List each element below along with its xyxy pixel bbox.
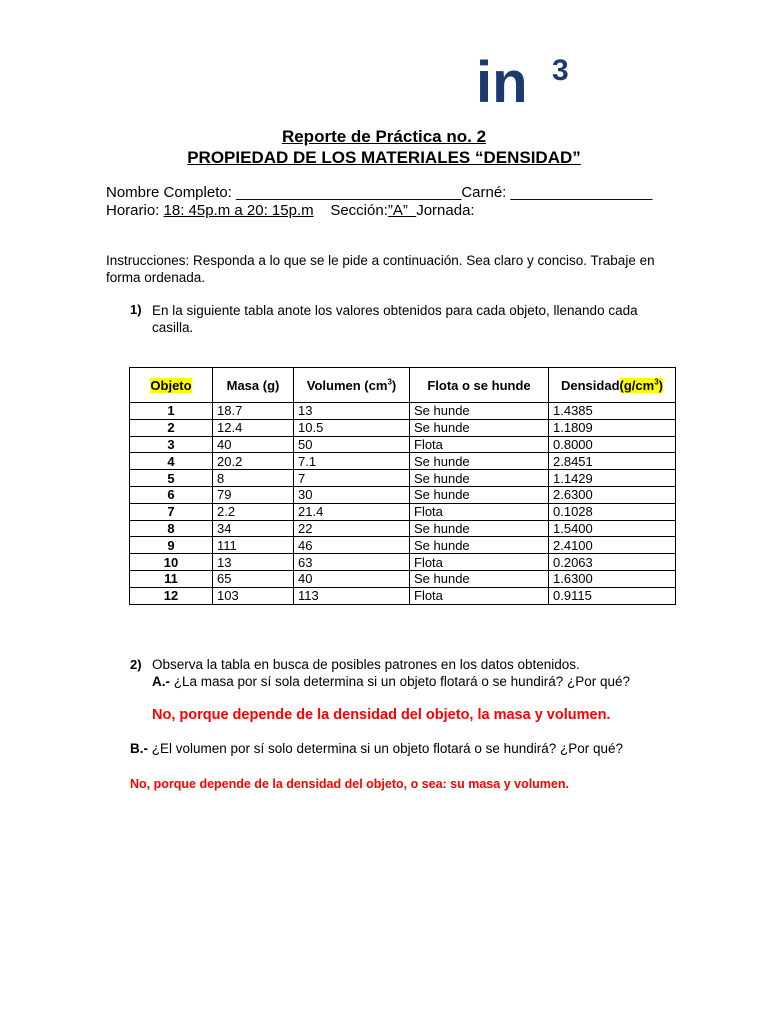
- flota-cell: Se hunde: [410, 419, 549, 436]
- table-row: [130, 453, 676, 470]
- flota-cell: Flota: [410, 436, 549, 453]
- masa-cell: 2.2: [213, 503, 294, 520]
- masa-cell: 65: [213, 570, 294, 587]
- question2b-text: ¿El volumen por sí solo determina si un objeto flotará o se hundirá? ¿Por qué?: [148, 741, 624, 756]
- question1-number: 1): [130, 302, 142, 317]
- objeto-cell: 4: [130, 453, 213, 470]
- flota-cell: Se hunde: [410, 470, 549, 487]
- densidad-cell: 1.1429: [549, 470, 676, 487]
- seccion-value: ”A”: [387, 202, 408, 219]
- question2a-label: A.-: [152, 674, 170, 689]
- name-line: [106, 184, 652, 201]
- flota-cell: Se hunde: [410, 403, 549, 420]
- densidad-cell: 2.4100: [549, 537, 676, 554]
- flota-cell: Se hunde: [410, 486, 549, 503]
- instructions: Instrucciones: Responda a lo que se le pide a continuación. Sea claro y conciso. Trabaje en forma ordenada.: [106, 253, 655, 285]
- name-label: Nombre Completo:: [106, 184, 232, 201]
- report-subtitle: PROPIEDAD DE LOS MATERIALES “DENSIDAD”: [187, 148, 581, 167]
- density-table: [129, 367, 676, 605]
- volumen-cell: 7.1: [294, 453, 410, 470]
- logo-superscript: 3: [552, 54, 569, 87]
- masa-cell: 103: [213, 587, 294, 604]
- flota-cell: Se hunde: [410, 453, 549, 470]
- volumen-cell: 50: [294, 436, 410, 453]
- objeto-cell: 11: [130, 570, 213, 587]
- volumen-cell: 22: [294, 520, 410, 537]
- volumen-cell: 30: [294, 486, 410, 503]
- masa-cell: 79: [213, 486, 294, 503]
- volumen-cell: 46: [294, 537, 410, 554]
- volumen-cell: 113: [294, 587, 410, 604]
- densidad-cell: 1.6300: [549, 570, 676, 587]
- densidad-cell: 2.8451: [549, 453, 676, 470]
- objeto-cell: 6: [130, 486, 213, 503]
- table-row: [130, 537, 676, 554]
- table-row: [130, 503, 676, 520]
- objeto-cell: 8: [130, 520, 213, 537]
- logo: [476, 52, 596, 108]
- masa-cell: 12.4: [213, 419, 294, 436]
- carne-blank: _________________: [510, 184, 653, 201]
- table-row: [130, 470, 676, 487]
- objeto-cell: 2: [130, 419, 213, 436]
- masa-cell: 8: [213, 470, 294, 487]
- masa-cell: 18.7: [213, 403, 294, 420]
- question1-text: En la siguiente tabla anote los valores obtenidos para cada objeto, llenando cada casilla.: [152, 303, 638, 335]
- horario-label: Horario:: [106, 202, 160, 219]
- objeto-cell: 1: [130, 403, 213, 420]
- carne-label: Carné:: [461, 184, 507, 201]
- report-title: Reporte de Práctica no. 2: [281, 127, 487, 146]
- objeto-cell: 7: [130, 503, 213, 520]
- masa-cell: 40: [213, 436, 294, 453]
- flota-cell: Flota: [410, 587, 549, 604]
- volumen-cell: 63: [294, 554, 410, 571]
- objeto-cell: 12: [130, 587, 213, 604]
- question2b: [130, 741, 623, 756]
- flota-cell: Se hunde: [410, 570, 549, 587]
- volumen-cell: 21.4: [294, 503, 410, 520]
- densidad-cell: 2.6300: [549, 486, 676, 503]
- table-row: [130, 554, 676, 571]
- flota-cell: Se hunde: [410, 537, 549, 554]
- objeto-cell: 10: [130, 554, 213, 571]
- volumen-cell: 7: [294, 470, 410, 487]
- table-row: [130, 486, 676, 503]
- schedule-line: [106, 202, 475, 219]
- flota-cell: Flota: [410, 554, 549, 571]
- table-row: [130, 419, 676, 436]
- question2-text: Observa la tabla en busca de posibles patrones en los datos obtenidos.: [152, 657, 580, 672]
- flota-cell: Flota: [410, 503, 549, 520]
- question2a: [152, 674, 630, 689]
- header-masa: Masa (g): [213, 368, 294, 403]
- densidad-cell: 0.1028: [549, 503, 676, 520]
- name-blank: ___________________________: [236, 184, 462, 201]
- volumen-cell: 10.5: [294, 419, 410, 436]
- answer-b: No, porque depende de la densidad del objeto, o sea: su masa y volumen.: [130, 777, 569, 791]
- masa-cell: 111: [213, 537, 294, 554]
- densidad-cell: 1.4385: [549, 403, 676, 420]
- flota-cell: Se hunde: [410, 520, 549, 537]
- densidad-cell: 0.8000: [549, 436, 676, 453]
- question2a-text: ¿La masa por sí sola determina si un objeto flotará o se hundirá? ¿Por qué?: [170, 674, 631, 689]
- table-row: [130, 587, 676, 604]
- masa-cell: 34: [213, 520, 294, 537]
- logo-main: in: [476, 52, 528, 108]
- objeto-cell: 9: [130, 537, 213, 554]
- masa-cell: 20.2: [213, 453, 294, 470]
- densidad-cell: 1.5400: [549, 520, 676, 537]
- objeto-cell: 5: [130, 470, 213, 487]
- answer-a: No, porque depende de la densidad del objeto, la masa y volumen.: [152, 707, 611, 723]
- objeto-cell: 3: [130, 436, 213, 453]
- question2b-label: B.-: [130, 741, 148, 756]
- header-volumen: Volumen $(cm^3)$: [294, 368, 410, 403]
- seccion-label: Sección:: [330, 202, 388, 219]
- header-densidad: $Densidad(g/cm^3)$: [549, 368, 676, 403]
- question2-number: 2): [130, 657, 142, 672]
- jornada-label: Jornada:: [416, 202, 475, 219]
- horario-value: 18: 45p.m a 20: 15p.m: [163, 202, 314, 219]
- densidad-cell: 0.2063: [549, 554, 676, 571]
- table-row: [130, 403, 676, 420]
- table-row: [130, 436, 676, 453]
- table-header-row: [130, 368, 676, 403]
- volumen-cell: 40: [294, 570, 410, 587]
- table-row: [130, 570, 676, 587]
- densidad-cell: 0.9115: [549, 587, 676, 604]
- densidad-cell: 1.1809: [549, 419, 676, 436]
- volumen-cell: 13: [294, 403, 410, 420]
- header-objeto: Objeto: [130, 368, 213, 403]
- header-flota: Flota o se hunde: [410, 368, 549, 403]
- masa-cell: 13: [213, 554, 294, 571]
- table-row: [130, 520, 676, 537]
